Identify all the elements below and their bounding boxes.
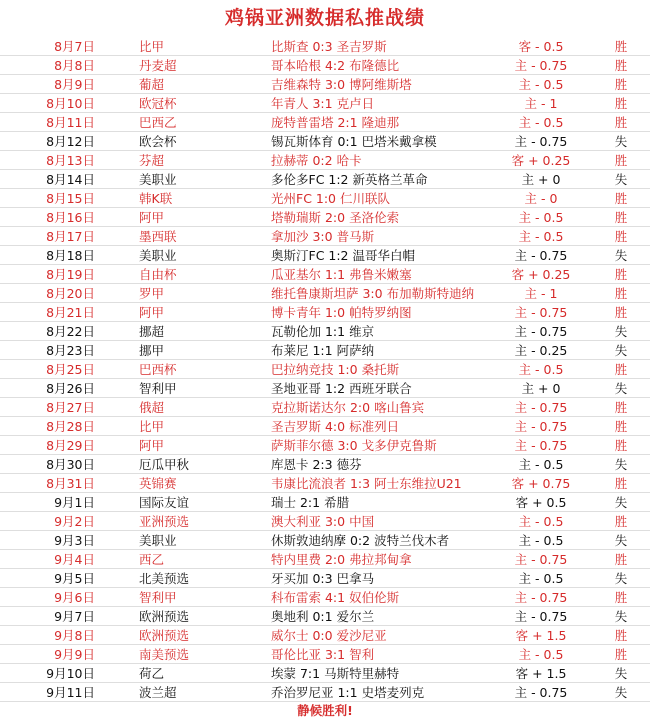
result-cell: 胜 — [591, 474, 650, 493]
date-cell: 8月14日 — [0, 170, 109, 189]
table-row — [0, 75, 650, 94]
table-row — [0, 550, 650, 569]
odds-cell: 主 - 0.75 — [491, 322, 591, 341]
result-cell: 胜 — [591, 284, 650, 303]
odds-cell: 主 - 0.75 — [491, 246, 591, 265]
match-cell: 韦康比流浪者 1:3 阿士东维拉U21 — [257, 474, 491, 493]
match-cell: 年青人 3:1 克卢日 — [257, 94, 491, 113]
odds-cell: 主 - 0.5 — [491, 645, 591, 664]
result-cell: 胜 — [591, 360, 650, 379]
sheet-title: 鸡锅亚洲数据私推战绩 — [224, 7, 425, 29]
results-table — [0, 37, 650, 702]
table-row — [0, 208, 650, 227]
match-cell: 哥本哈根 4:2 布隆德比 — [257, 56, 491, 75]
odds-cell: 客 + 0.5 — [491, 493, 591, 512]
table-row — [0, 227, 650, 246]
table-row — [0, 265, 650, 284]
table-row — [0, 569, 650, 588]
table-row — [0, 189, 650, 208]
match-cell: 塔勒瑞斯 2:0 圣洛伦索 — [257, 208, 491, 227]
odds-cell: 主 - 0.5 — [491, 569, 591, 588]
result-cell: 胜 — [591, 208, 650, 227]
table-row — [0, 645, 650, 664]
match-cell: 圣吉罗斯 4:0 标准列日 — [257, 417, 491, 436]
result-cell: 失 — [591, 379, 650, 398]
league-cell: 美职业 — [109, 170, 257, 189]
match-cell: 瓦勒伦加 1:1 维京 — [257, 322, 491, 341]
league-cell: 亚洲预选 — [109, 512, 257, 531]
date-cell: 8月21日 — [0, 303, 109, 322]
table-row — [0, 360, 650, 379]
result-cell: 胜 — [591, 398, 650, 417]
date-cell: 8月17日 — [0, 227, 109, 246]
league-cell: 丹麦超 — [109, 56, 257, 75]
result-cell: 胜 — [591, 113, 650, 132]
match-cell: 锡瓦斯体育 0:1 巴塔米戴拿模 — [257, 132, 491, 151]
date-cell: 8月18日 — [0, 246, 109, 265]
date-cell: 9月11日 — [0, 683, 109, 702]
league-cell: 南美预选 — [109, 645, 257, 664]
table-row — [0, 588, 650, 607]
league-cell: 北美预选 — [109, 569, 257, 588]
result-cell: 失 — [591, 246, 650, 265]
table-row — [0, 398, 650, 417]
league-cell: 阿甲 — [109, 303, 257, 322]
odds-cell: 主 - 0.75 — [491, 398, 591, 417]
match-cell: 哥伦比亚 3:1 智利 — [257, 645, 491, 664]
league-cell: 欧冠杯 — [109, 94, 257, 113]
date-cell: 8月15日 — [0, 189, 109, 208]
match-cell: 休斯敦迪纳摩 0:2 波特兰伐木者 — [257, 531, 491, 550]
league-cell: 阿甲 — [109, 208, 257, 227]
table-row — [0, 379, 650, 398]
date-cell: 9月6日 — [0, 588, 109, 607]
match-cell: 巴拉纳竞技 1:0 桑托斯 — [257, 360, 491, 379]
table-row — [0, 341, 650, 360]
odds-cell: 主 - 0.5 — [491, 531, 591, 550]
sheet-footer: 静候胜利! — [297, 703, 353, 718]
league-cell: 比甲 — [109, 37, 257, 56]
match-cell: 克拉斯诺达尔 2:0 喀山鲁宾 — [257, 398, 491, 417]
result-cell: 失 — [591, 170, 650, 189]
result-cell: 胜 — [591, 151, 650, 170]
date-cell: 8月26日 — [0, 379, 109, 398]
league-cell: 比甲 — [109, 417, 257, 436]
date-cell: 8月13日 — [0, 151, 109, 170]
table-row — [0, 455, 650, 474]
league-cell: 美职业 — [109, 531, 257, 550]
odds-cell: 主 - 0.75 — [491, 132, 591, 151]
date-cell: 8月23日 — [0, 341, 109, 360]
match-cell: 多伦多FC 1:2 新英格兰革命 — [257, 170, 491, 189]
match-cell: 科布雷索 4:1 奴伯伦斯 — [257, 588, 491, 607]
league-cell: 墨西联 — [109, 227, 257, 246]
result-cell: 失 — [591, 531, 650, 550]
odds-cell: 客 + 1.5 — [491, 664, 591, 683]
match-cell: 瑞士 2:1 希腊 — [257, 493, 491, 512]
date-cell: 8月11日 — [0, 113, 109, 132]
odds-cell: 主 - 0 — [491, 189, 591, 208]
odds-cell: 主 - 1 — [491, 284, 591, 303]
odds-cell: 主 + 0 — [491, 379, 591, 398]
match-cell: 拉赫蒂 0:2 哈卡 — [257, 151, 491, 170]
odds-cell: 主 - 0.5 — [491, 227, 591, 246]
match-cell: 库恩卡 2:3 德芬 — [257, 455, 491, 474]
result-cell: 失 — [591, 683, 650, 702]
league-cell: 厄瓜甲秋 — [109, 455, 257, 474]
match-cell: 特内里费 2:0 弗拉邦甸拿 — [257, 550, 491, 569]
league-cell: 葡超 — [109, 75, 257, 94]
date-cell: 9月4日 — [0, 550, 109, 569]
date-cell: 8月19日 — [0, 265, 109, 284]
date-cell: 8月31日 — [0, 474, 109, 493]
date-cell: 9月10日 — [0, 664, 109, 683]
table-row — [0, 303, 650, 322]
date-cell: 8月8日 — [0, 56, 109, 75]
result-cell: 胜 — [591, 75, 650, 94]
odds-cell: 主 - 0.75 — [491, 588, 591, 607]
result-cell: 失 — [591, 493, 650, 512]
league-cell: 英锦赛 — [109, 474, 257, 493]
match-cell: 光州FC 1:0 仁川联队 — [257, 189, 491, 208]
date-cell: 8月16日 — [0, 208, 109, 227]
match-cell: 博卡青年 1:0 帕特罗纳图 — [257, 303, 491, 322]
table-row — [0, 284, 650, 303]
match-cell: 瓜亚基尔 1:1 弗鲁米嫩塞 — [257, 265, 491, 284]
result-cell: 失 — [591, 132, 650, 151]
table-row — [0, 94, 650, 113]
odds-cell: 客 - 0.5 — [491, 37, 591, 56]
match-cell: 牙买加 0:3 巴拿马 — [257, 569, 491, 588]
date-cell: 9月1日 — [0, 493, 109, 512]
date-cell: 8月30日 — [0, 455, 109, 474]
results-table-body — [0, 37, 650, 702]
date-cell: 8月27日 — [0, 398, 109, 417]
result-cell: 胜 — [591, 626, 650, 645]
odds-cell: 主 - 0.75 — [491, 417, 591, 436]
league-cell: 巴西杯 — [109, 360, 257, 379]
odds-cell: 主 - 0.5 — [491, 208, 591, 227]
match-cell: 比斯查 0:3 圣吉罗斯 — [257, 37, 491, 56]
result-cell: 失 — [591, 569, 650, 588]
result-cell: 失 — [591, 341, 650, 360]
match-cell: 庞特普雷塔 2:1 隆迪那 — [257, 113, 491, 132]
result-cell: 胜 — [591, 56, 650, 75]
date-cell: 9月2日 — [0, 512, 109, 531]
match-cell: 布莱尼 1:1 阿萨纳 — [257, 341, 491, 360]
date-cell: 9月7日 — [0, 607, 109, 626]
result-cell: 胜 — [591, 94, 650, 113]
odds-cell: 主 - 0.75 — [491, 303, 591, 322]
result-cell: 胜 — [591, 37, 650, 56]
table-row — [0, 246, 650, 265]
result-cell: 胜 — [591, 588, 650, 607]
league-cell: 挪超 — [109, 322, 257, 341]
league-cell: 欧洲预选 — [109, 626, 257, 645]
league-cell: 俄超 — [109, 398, 257, 417]
result-cell: 失 — [591, 455, 650, 474]
result-cell: 胜 — [591, 227, 650, 246]
date-cell: 9月9日 — [0, 645, 109, 664]
result-cell: 胜 — [591, 303, 650, 322]
result-cell: 失 — [591, 322, 650, 341]
odds-cell: 主 - 0.5 — [491, 360, 591, 379]
match-cell: 奥地利 0:1 爱尔兰 — [257, 607, 491, 626]
table-row — [0, 417, 650, 436]
result-cell: 胜 — [591, 189, 650, 208]
table-row — [0, 56, 650, 75]
odds-cell: 主 - 0.5 — [491, 512, 591, 531]
league-cell: 阿甲 — [109, 436, 257, 455]
odds-cell: 主 - 0.5 — [491, 455, 591, 474]
match-cell: 威尔士 0:0 爱沙尼亚 — [257, 626, 491, 645]
match-cell: 乔治罗尼亚 1:1 史塔麦列克 — [257, 683, 491, 702]
date-cell: 8月9日 — [0, 75, 109, 94]
odds-cell: 客 + 0.75 — [491, 474, 591, 493]
table-row — [0, 436, 650, 455]
odds-cell: 客 + 1.5 — [491, 626, 591, 645]
match-cell: 吉维森特 3:0 博阿维斯塔 — [257, 75, 491, 94]
result-cell: 失 — [591, 607, 650, 626]
match-cell: 奥斯汀FC 1:2 温哥华白帽 — [257, 246, 491, 265]
odds-cell: 客 + 0.25 — [491, 151, 591, 170]
table-row — [0, 113, 650, 132]
match-cell: 澳大利亚 3:0 中国 — [257, 512, 491, 531]
league-cell: 欧会杯 — [109, 132, 257, 151]
table-row — [0, 151, 650, 170]
league-cell: 波兰超 — [109, 683, 257, 702]
league-cell: 巴西乙 — [109, 113, 257, 132]
date-cell: 8月7日 — [0, 37, 109, 56]
odds-cell: 主 - 0.25 — [491, 341, 591, 360]
table-row — [0, 531, 650, 550]
league-cell: 挪甲 — [109, 341, 257, 360]
date-cell: 8月20日 — [0, 284, 109, 303]
date-cell: 8月12日 — [0, 132, 109, 151]
odds-cell: 客 + 0.25 — [491, 265, 591, 284]
league-cell: 西乙 — [109, 550, 257, 569]
odds-cell: 主 - 0.75 — [491, 436, 591, 455]
date-cell: 8月22日 — [0, 322, 109, 341]
match-cell: 萨斯菲尔德 3:0 戈多伊克鲁斯 — [257, 436, 491, 455]
match-cell: 圣地亚哥 1:2 西班牙联合 — [257, 379, 491, 398]
result-cell: 胜 — [591, 645, 650, 664]
table-row — [0, 132, 650, 151]
table-row — [0, 322, 650, 341]
match-cell: 拿加沙 3:0 普马斯 — [257, 227, 491, 246]
date-cell: 9月3日 — [0, 531, 109, 550]
league-cell: 国际友谊 — [109, 493, 257, 512]
table-row — [0, 683, 650, 702]
league-cell: 智利甲 — [109, 588, 257, 607]
date-cell: 8月10日 — [0, 94, 109, 113]
league-cell: 罗甲 — [109, 284, 257, 303]
table-row — [0, 664, 650, 683]
odds-cell: 主 - 1 — [491, 94, 591, 113]
date-cell: 8月28日 — [0, 417, 109, 436]
league-cell: 美职业 — [109, 246, 257, 265]
league-cell: 欧洲预选 — [109, 607, 257, 626]
odds-cell: 主 + 0 — [491, 170, 591, 189]
table-row — [0, 493, 650, 512]
league-cell: 韩K联 — [109, 189, 257, 208]
odds-cell: 主 - 0.75 — [491, 56, 591, 75]
league-cell: 智利甲 — [109, 379, 257, 398]
date-cell: 8月29日 — [0, 436, 109, 455]
table-row — [0, 512, 650, 531]
date-cell: 9月5日 — [0, 569, 109, 588]
result-cell: 失 — [591, 664, 650, 683]
result-cell: 胜 — [591, 436, 650, 455]
result-cell: 胜 — [591, 550, 650, 569]
match-cell: 埃蒙 7:1 马斯特里赫特 — [257, 664, 491, 683]
odds-cell: 主 - 0.5 — [491, 113, 591, 132]
table-row — [0, 626, 650, 645]
result-cell: 胜 — [591, 417, 650, 436]
result-cell: 胜 — [591, 265, 650, 284]
table-row — [0, 170, 650, 189]
league-cell: 芬超 — [109, 151, 257, 170]
date-cell: 8月25日 — [0, 360, 109, 379]
odds-cell: 主 - 0.5 — [491, 75, 591, 94]
league-cell: 荷乙 — [109, 664, 257, 683]
date-cell: 9月8日 — [0, 626, 109, 645]
table-row — [0, 607, 650, 626]
table-row — [0, 37, 650, 56]
match-cell: 维托鲁康斯坦萨 3:0 布加勒斯特迪纳 — [257, 284, 491, 303]
league-cell: 自由杯 — [109, 265, 257, 284]
table-row — [0, 474, 650, 493]
result-cell: 胜 — [591, 512, 650, 531]
odds-cell: 主 - 0.75 — [491, 550, 591, 569]
odds-cell: 主 - 0.75 — [491, 683, 591, 702]
odds-cell: 主 - 0.75 — [491, 607, 591, 626]
